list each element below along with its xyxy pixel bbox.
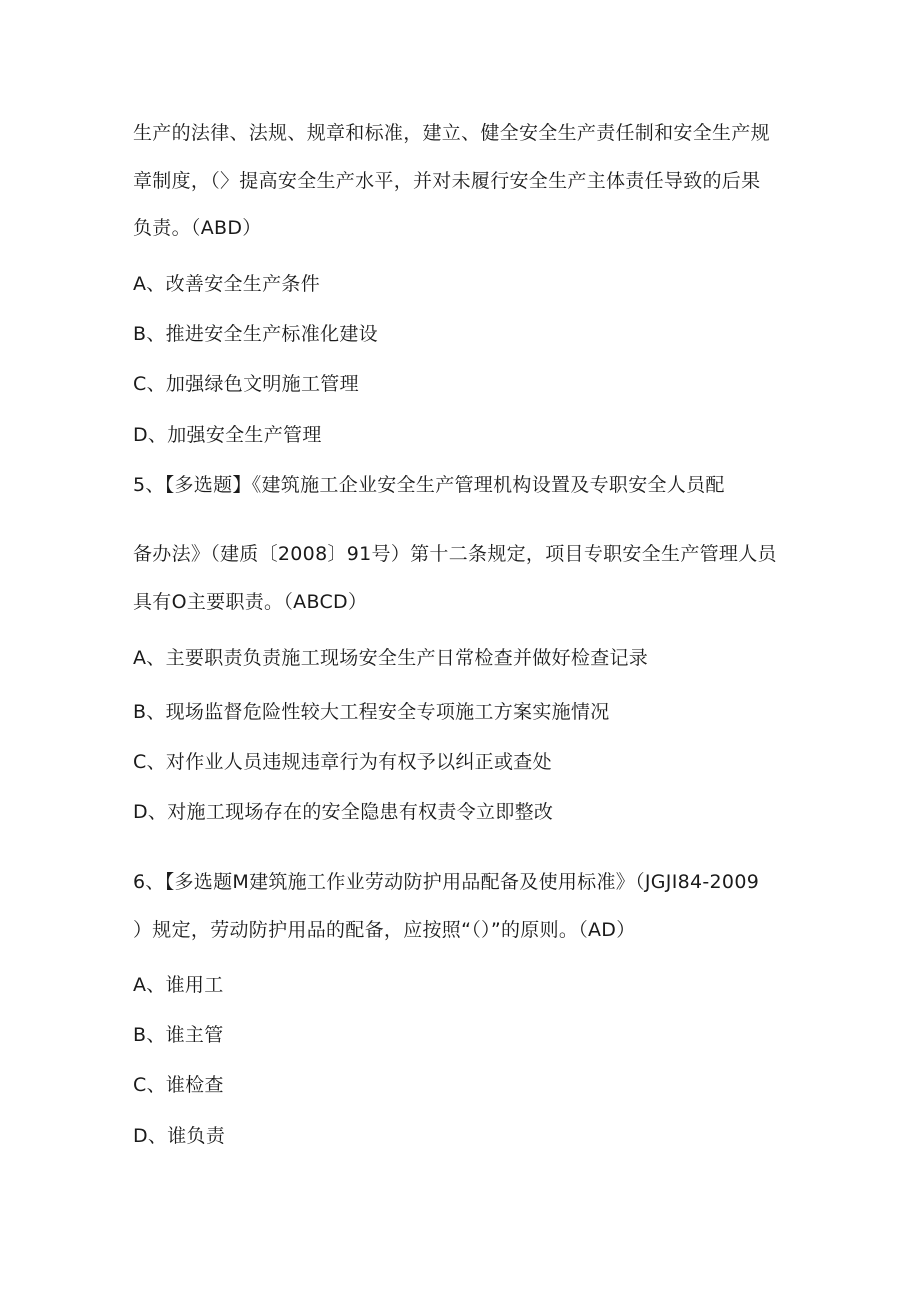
question5-stem-line2: 备办法》（建质〔2008〕91号）第十二条规定，项目专职安全生产管理人员 [133,543,777,565]
question4-option-b: B、推进安全生产标准化建设 [133,323,378,345]
question5-option-d: D、对施工现场存在的安全隐患有权责令立即整改 [133,801,554,823]
question6-option-b: B、谁主管 [133,1024,224,1046]
question5-stem-line1: 5、【多选题】《建筑施工企业安全生产管理机构设置及专职安全人员配 [133,474,725,496]
question5-option-c: C、对作业人员违规违章行为有权予以纠正或查处 [133,751,552,773]
question4-stem-line3: 负责。（ABD） [133,217,262,239]
question6-option-a: A、谁用工 [133,974,224,996]
question4-stem-line2: 章制度，（〉提高安全生产水平，并对未履行安全生产主体责任导致的后果 [133,170,761,192]
question6-stem-line1: 6、【多选题M建筑施工作业劳动防护用品配备及使用标准》（JGJI84-2009 [133,871,760,893]
question4-stem-line1: 生产的法律、法规、规章和标准，建立、健全安全生产责任制和安全生产规 [133,122,770,144]
question5-option-b: B、现场监督危险性较大工程安全专项施工方案实施情况 [133,701,610,723]
question5-stem-line3: 具有O主要职责。（ABCD） [133,591,368,613]
question5-option-a: A、主要职责负责施工现场安全生产日常检查并做好检查记录 [133,647,649,669]
question4-option-c: C、加强绿色文明施工管理 [133,373,359,395]
question6-stem-line2: ）规定，劳动防护用品的配备，应按照“（）”的原则。（AD） [133,919,636,941]
question4-option-d: D、加强安全生产管理 [133,424,322,446]
question6-option-c: C、谁检查 [133,1074,224,1096]
question4-option-a: A、改善安全生产条件 [133,273,320,295]
question6-option-d: D、谁负责 [133,1125,226,1147]
